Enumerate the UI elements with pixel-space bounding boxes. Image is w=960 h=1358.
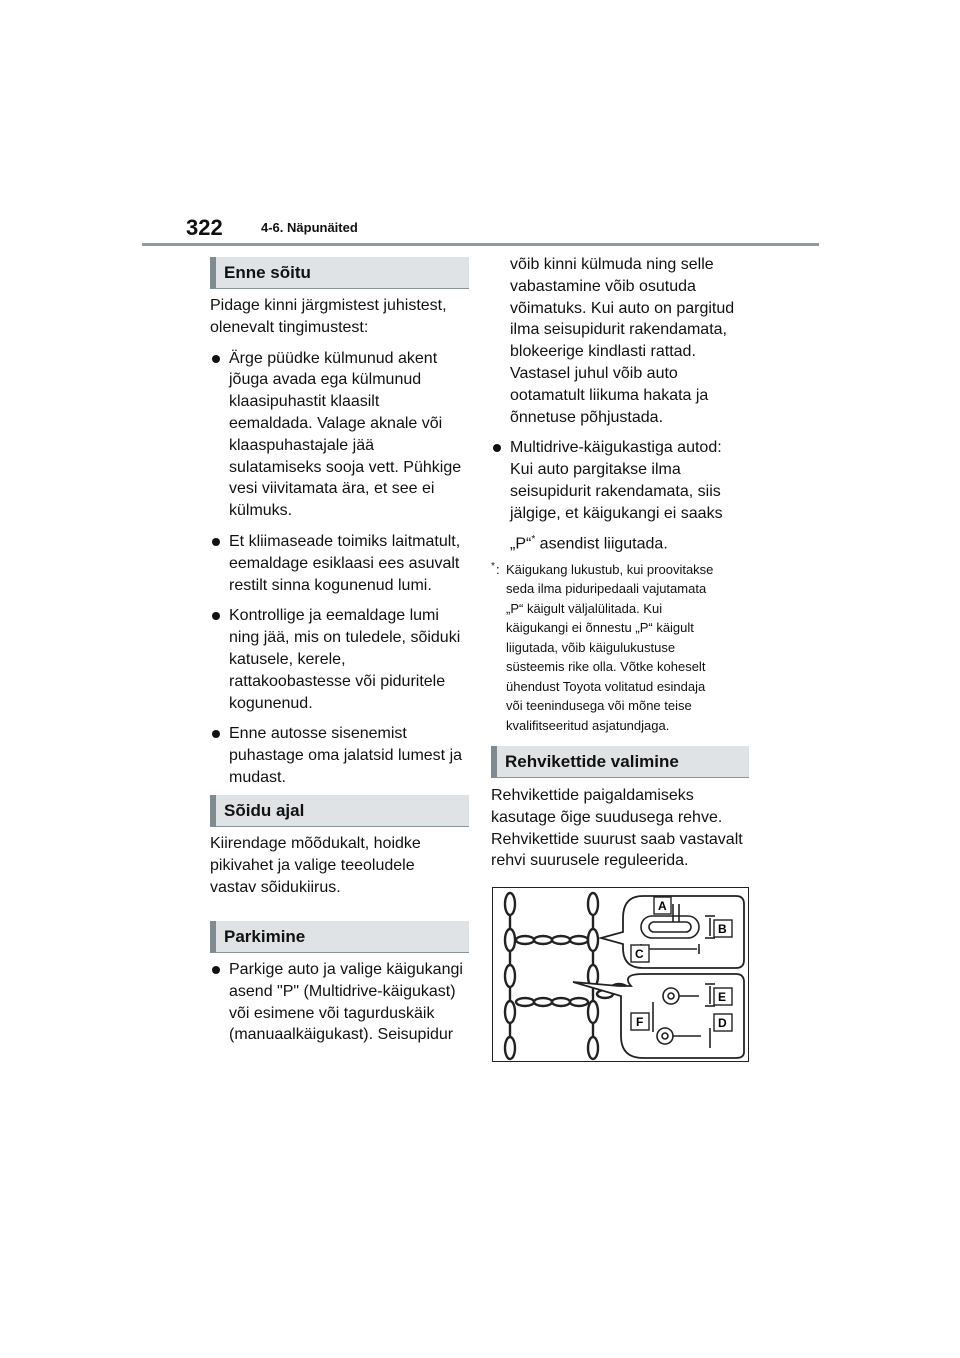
- bullet-line: Kontrollige ja eemaldage lumi: [229, 607, 439, 625]
- bullet-dot: [212, 538, 220, 546]
- footnote-line: „P“ käigult väljalülitada. Kui: [506, 600, 663, 616]
- label-b: B: [718, 922, 727, 936]
- bullet-line: katusele, kerele,: [229, 650, 346, 668]
- bullet-line: jälgige, et käigukangi ei saaks: [510, 504, 723, 522]
- label-c: C: [635, 947, 644, 961]
- bullet-item: [210, 723, 475, 788]
- bullet-line: Multidrive-käigukastiga autod:: [510, 439, 722, 457]
- heading-parkimine: [210, 921, 469, 953]
- tire-chain-figure: [492, 887, 749, 1062]
- label-d: D: [718, 1016, 727, 1030]
- text-span: „P“: [510, 534, 532, 552]
- text-line: Vastasel juhul võib auto: [510, 364, 678, 382]
- footnote-ref: *: [531, 533, 536, 545]
- bullet-line: eemaldada. Valage aknale või: [229, 414, 443, 432]
- header-rule: [142, 243, 819, 246]
- parkimine-text: [210, 959, 475, 1046]
- bullet-line: Kui auto pargitakse ilma: [510, 461, 681, 479]
- bullet-line: klaaspuhastajale jää: [229, 436, 374, 454]
- bullet-line: puhastage oma jalatsid lumest ja: [229, 747, 463, 765]
- bullet-line: asend "P" (Multidrive-käigukast): [229, 982, 456, 1000]
- bullet-line: või esimene või tagurduskäik: [229, 1004, 435, 1022]
- bullet-line: Et kliimaseade toimiks laitmatult,: [229, 532, 461, 550]
- text-span: asendist liigutada.: [535, 534, 668, 552]
- bullet-item: [491, 437, 761, 554]
- text-line: pikivahet ja valige teeoludele: [210, 856, 415, 874]
- bullet-line: (manuaalkäigukast). Seisupidur: [229, 1026, 454, 1044]
- left-column-block-1: [210, 295, 475, 789]
- footnote-line: liigutada, võib käigulukustuse: [506, 639, 676, 655]
- bullet-item: [210, 531, 475, 596]
- heading-rehvikettide-valimine: [491, 746, 749, 778]
- heading-text: Rehvikettide valimine: [505, 751, 679, 771]
- bullet-line: kogunenud.: [229, 694, 313, 712]
- page-number: 322: [186, 215, 223, 240]
- label-a: A: [658, 899, 667, 913]
- text-line: Rehvikettide suurust saab vastavalt: [491, 830, 743, 848]
- footnote-line: süsteemis rike olla. Võtke koheselt: [506, 659, 706, 675]
- bullet-line: klaasipuhastit klaasilt: [229, 393, 380, 411]
- text-line: Kiirendage mõõdukalt, hoidke: [210, 835, 421, 852]
- tire-chain-illustration: [493, 888, 748, 1061]
- footnote-mark: *: [491, 560, 495, 572]
- footnote-line: või teenindusega või mõne teise: [506, 698, 692, 714]
- bullet-line: restilt sinna kogunenud lumi.: [229, 576, 432, 594]
- bullet-line: [510, 529, 761, 555]
- text-line: võimatuks. Kui auto on pargitud: [510, 299, 735, 317]
- text-line: ootamatult liikuma hakata ja: [510, 386, 709, 404]
- bullet-dot: [212, 966, 220, 974]
- heading-enne-soitu: [210, 257, 469, 289]
- section-title: 4-6. Näpunäited: [261, 220, 358, 235]
- bullet-line: mudast.: [229, 768, 286, 786]
- soidu-ajal-text: [210, 833, 475, 898]
- bullet-line: rattakoobastesse või piduritele: [229, 672, 446, 690]
- footnote-line: seda ilma piduripedaali vajutamata: [506, 581, 707, 597]
- footnote-line: Käigukang lukustub, kui proovitakse: [506, 561, 714, 577]
- footnote-line: kvalifitseeritud asjatundjaga.: [506, 717, 670, 733]
- bullet-item: [210, 959, 475, 1046]
- bullet-line: sulatamiseks sooja vett. Pühkige: [229, 458, 462, 476]
- heading-soidu-ajal: [210, 795, 469, 827]
- bullet-line: seisupidurit rakendamata, siis: [510, 482, 721, 500]
- label-e: E: [718, 990, 727, 1004]
- bullet-item: [210, 605, 475, 714]
- bullet-line: eemaldage esiklaasi ees asuvalt: [229, 554, 460, 572]
- bullet-line: jõuga avada ega külmunud: [229, 371, 422, 389]
- bullet-line: vesi viivitamata ära, et see ei: [229, 480, 435, 498]
- intro-line: Pidage kinni järgmistest juhistest,: [210, 297, 447, 314]
- text-line: vastav sõidukiirus.: [210, 878, 341, 896]
- footnote-line: käigukangi ei õnnestu „P“ käigult: [506, 620, 694, 636]
- bullet-dot: [493, 444, 501, 452]
- text-line: rehvi suurusele reguleerida.: [491, 852, 689, 870]
- text-line: võib kinni külmuda ning selle: [510, 256, 714, 273]
- bullet-line: külmuks.: [229, 502, 293, 520]
- heading-text: Parkimine: [224, 926, 306, 946]
- text-line: vabastamine võib osutuda: [510, 277, 696, 295]
- bullet-dot: [212, 355, 220, 363]
- text-line: ilma seisupidurit rakendamata,: [510, 321, 727, 339]
- heading-text: Enne sõitu: [224, 262, 311, 282]
- bullet-dot: [212, 612, 220, 620]
- bullet-dot: [212, 730, 220, 738]
- bullet-line: Ärge püüdke külmunud akent: [229, 349, 438, 367]
- bullet-line: Enne autosse sisenemist: [229, 725, 407, 743]
- text-line: Rehvikettide paigaldamiseks: [491, 787, 694, 804]
- text-line: blokeerige kindlasti rattad.: [510, 343, 696, 361]
- text-line: kasutage õige suudusega rehve.: [491, 808, 723, 826]
- bullet-line: Parkige auto ja valige käigukangi: [229, 961, 463, 978]
- intro-line: olenevalt tingimustest:: [210, 318, 369, 336]
- footnote-line: ühendust Toyota volitatud esindaja: [506, 678, 706, 694]
- label-f: F: [636, 1015, 644, 1029]
- bullet-item: [210, 348, 475, 522]
- footnote-colon: :: [496, 561, 500, 577]
- text-line: õnnetuse põhjustada.: [510, 408, 664, 426]
- bullet-line: ning jää, mis on tuledele, sõiduki: [229, 629, 461, 647]
- heading-text: Sõidu ajal: [224, 800, 305, 820]
- rehvikett-text: [491, 785, 761, 872]
- right-column-block: [491, 254, 761, 735]
- footnote: [491, 560, 761, 736]
